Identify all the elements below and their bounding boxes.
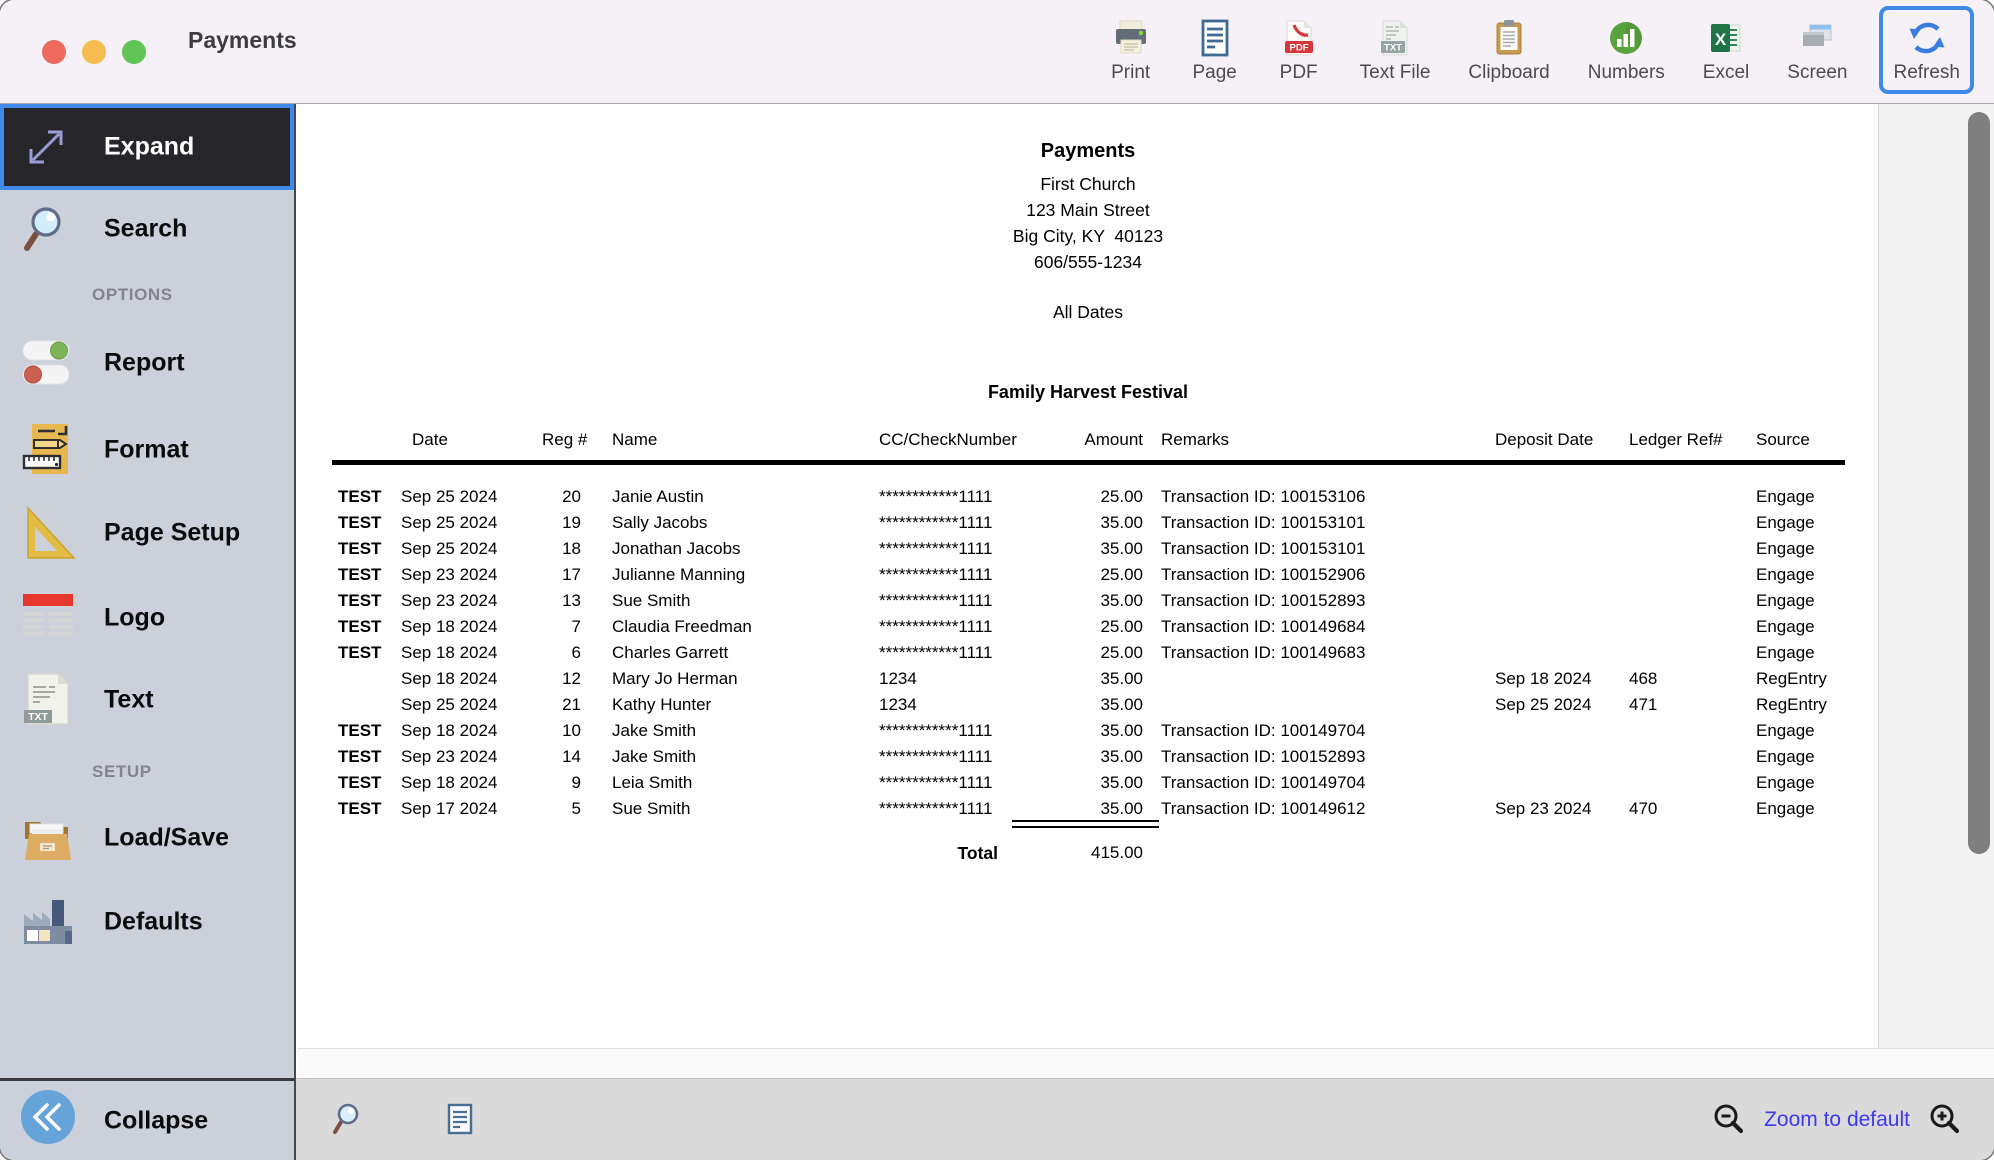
table-row [298,588,1878,614]
sidebar-search-label: Search [104,214,188,243]
cell-test: TEST [338,747,382,766]
text-file-icon [1372,16,1418,60]
zoom-controls [1710,1079,1964,1160]
folder-icon [20,810,76,866]
total-row [298,840,1878,866]
cell-source: RegEntry [1756,669,1827,688]
cell-test: TEST [338,565,382,584]
refresh-label: Refresh [1893,62,1960,83]
cell-test: TEST [338,487,382,506]
sidebar-load-save-label: Load/Save [104,823,230,852]
cell-name: Kathy Hunter [612,695,712,714]
cell-test: TEST [338,799,382,818]
total-label: Total [957,843,998,863]
cell-date: Sep 18 2024 [401,643,498,662]
cell-name: Julianne Manning [612,565,746,584]
text-file-button[interactable] [1354,6,1437,94]
cell-name: Mary Jo Herman [612,669,738,688]
cell-source: Engage [1756,565,1815,584]
cell-name: Leia Smith [612,773,693,792]
cell-name: Charles Garrett [612,643,729,662]
cell-cc: ************1111 [879,643,993,662]
report-date-range: All Dates [1052,302,1124,322]
col-name: Name [612,430,658,449]
expand-icon [20,121,72,173]
cell-date: Sep 25 2024 [401,539,498,558]
cell-amount: 25.00 [1100,565,1143,584]
col-reg: Reg # [542,430,588,449]
table-header-row [298,427,1878,453]
cell-name: Claudia Freedman [612,617,752,636]
cell-cc: ************1111 [879,539,993,558]
cell-reg: 20 [562,487,581,506]
svg-text:TXT: TXT [1384,42,1402,54]
collapse-icon [20,1089,76,1145]
cell-test: TEST [338,617,382,636]
cell-deposit_date: Sep 25 2024 [1495,695,1592,714]
cell-reg: 18 [562,539,581,558]
cell-source: Engage [1756,539,1815,558]
pdf-button[interactable] [1270,6,1328,94]
close-button[interactable] [42,40,66,64]
cell-amount: 25.00 [1100,643,1143,662]
sidebar-format-label: Format [104,435,189,464]
cell-reg: 10 [562,721,581,740]
excel-icon [1703,16,1749,60]
table-row [298,536,1878,562]
report-org: First Church [1040,174,1136,194]
cell-source: Engage [1756,591,1815,610]
cell-cc: 1234 [879,695,917,714]
sidebar-expand-label: Expand [104,132,195,161]
col-remarks: Remarks [1161,430,1230,449]
cell-reg: 7 [571,617,581,636]
screen-icon [1794,16,1840,60]
report-title: Payments [1040,140,1136,162]
cell-date: Sep 25 2024 [401,487,498,506]
print-label: Print [1111,62,1151,83]
sidebar-item-search[interactable] [0,195,294,263]
header-rule [332,460,1845,465]
cell-amount: 35.00 [1100,721,1143,740]
svg-text:X: X [1714,30,1727,49]
cell-name: Jake Smith [612,747,697,766]
table-row [298,770,1878,796]
cell-amount: 35.00 [1100,513,1143,532]
cell-date: Sep 18 2024 [401,721,498,740]
cell-reg: 12 [562,669,581,688]
table-row [298,666,1878,692]
sidebar-item-expand[interactable] [0,104,294,190]
sidebar-collapse-label: Collapse [104,1106,209,1134]
sidebar-defaults-label: Defaults [104,907,203,936]
sidebar-report-label: Report [104,348,185,377]
report-street: 123 Main Street [1026,200,1150,220]
horizontal-scroll-track[interactable] [298,1048,1994,1078]
sidebar-item-format[interactable] [0,416,294,484]
table-row [298,718,1878,744]
cell-deposit_date: Sep 18 2024 [1495,669,1592,688]
screen-button[interactable] [1781,6,1853,94]
total-amount: 415.00 [1091,843,1143,862]
cell-ledger_ref: 470 [1629,799,1658,818]
cell-ledger_ref: 468 [1629,669,1658,688]
sidebar-item-page-setup[interactable] [0,499,294,567]
sidebar-item-report[interactable] [0,329,294,397]
cell-reg: 5 [571,799,581,818]
sidebar [0,104,296,1160]
cell-name: Sue Smith [612,799,691,818]
cell-remarks: Transaction ID: 100152906 [1161,565,1366,584]
cell-date: Sep 18 2024 [401,617,498,636]
cell-source: Engage [1756,513,1815,532]
cell-reg: 14 [562,747,581,766]
cell-amount: 35.00 [1100,799,1143,818]
report-page [298,104,1878,1048]
cell-remarks: Transaction ID: 100152893 [1161,747,1366,766]
txt-file-icon [20,672,76,728]
cell-test: TEST [338,591,382,610]
vertical-scrollbar[interactable] [1968,112,1990,854]
table-row [298,692,1878,718]
cell-source: Engage [1756,487,1815,506]
factory-icon [20,894,76,950]
cell-cc: ************1111 [879,799,993,818]
cell-amount: 35.00 [1100,669,1143,688]
cell-ledger_ref: 471 [1629,695,1658,714]
col-cc-checknumber: CC/CheckNumber [879,430,1017,449]
col-deposit-date: Deposit Date [1495,430,1594,449]
pdf-icon [1276,16,1322,60]
minimize-button[interactable] [82,40,106,64]
cell-amount: 35.00 [1100,695,1143,714]
cell-name: Sally Jacobs [612,513,708,532]
cell-amount: 35.00 [1100,747,1143,766]
sidebar-item-text[interactable] [0,666,294,734]
printer-icon [1108,16,1154,60]
table-row [298,484,1878,510]
cell-source: Engage [1756,617,1815,636]
table-row [298,614,1878,640]
numbers-icon [1603,16,1649,60]
sidebar-item-load-save[interactable] [0,804,294,872]
refresh-icon [1904,16,1950,60]
sidebar-section-options: OPTIONS [92,285,173,304]
cell-date: Sep 23 2024 [401,565,498,584]
svg-text:TXT: TXT [28,711,48,723]
cell-source: Engage [1756,773,1815,792]
cell-deposit_date: Sep 23 2024 [1495,799,1592,818]
sidebar-item-defaults[interactable] [0,888,294,956]
total-rule [1012,820,1159,828]
cell-source: Engage [1756,721,1815,740]
cell-amount: 25.00 [1100,617,1143,636]
cell-remarks: Transaction ID: 100149704 [1161,773,1366,792]
report-section-title: Family Harvest Festival [987,382,1189,402]
cell-amount: 35.00 [1100,539,1143,558]
cell-name: Jonathan Jacobs [612,539,741,558]
pdf-label: PDF [1279,62,1318,83]
col-amount: Amount [1084,430,1143,449]
page-view-icon[interactable] [442,1102,478,1138]
cell-test: TEST [338,513,382,532]
table-row [298,640,1878,666]
col-date: Date [412,430,448,449]
table-row [298,510,1878,536]
cell-remarks: Transaction ID: 100149684 [1161,617,1366,636]
table-row [298,796,1878,822]
toolbar [1102,6,1974,94]
cell-cc: ************1111 [879,773,993,792]
cell-source: RegEntry [1756,695,1827,714]
cell-date: Sep 17 2024 [401,799,498,818]
table-row [298,562,1878,588]
numbers-button[interactable] [1582,6,1671,94]
excel-button[interactable] [1697,6,1755,94]
sidebar-page-setup-label: Page Setup [104,518,241,547]
cell-reg: 17 [562,565,581,584]
zoom-window-button[interactable] [122,40,146,64]
cell-date: Sep 18 2024 [401,669,498,688]
svg-text:PDF: PDF [1289,42,1309,54]
cell-reg: 13 [562,591,581,610]
cell-cc: ************1111 [879,565,993,584]
cell-reg: 21 [562,695,581,714]
col-source: Source [1756,430,1810,449]
clipboard-icon [1486,16,1532,60]
cell-cc: ************1111 [879,721,993,740]
cell-date: Sep 25 2024 [401,695,498,714]
scroll-gutter [1878,104,1994,1048]
cell-date: Sep 25 2024 [401,513,498,532]
sidebar-item-logo[interactable] [0,584,294,652]
logo-placeholder-icon [20,590,76,646]
excel-label: Excel [1702,62,1750,83]
cell-cc: 1234 [879,669,917,688]
cell-cc: ************1111 [879,591,993,610]
page-button[interactable] [1186,6,1244,94]
cell-test: TEST [338,773,382,792]
zoom-in-icon[interactable] [1926,1101,1964,1139]
window-title: Payments [188,27,297,53]
toggles-icon [20,335,76,391]
table-row [298,744,1878,770]
page-label: Page [1192,62,1237,83]
cell-source: Engage [1756,799,1815,818]
magnifier-tool-icon[interactable] [330,1100,370,1140]
clipboard-button[interactable] [1462,6,1555,94]
cell-remarks: Transaction ID: 100153106 [1161,487,1366,506]
cell-cc: ************1111 [879,617,993,636]
cell-cc: ************1111 [879,487,993,506]
numbers-label: Numbers [1587,62,1665,83]
cell-reg: 6 [571,643,581,662]
cell-name: Sue Smith [612,591,691,610]
sidebar-item-collapse[interactable] [0,1078,294,1160]
set-square-icon [20,505,76,561]
cell-test: TEST [338,539,382,558]
zoom-to-default-link[interactable]: Zoom to default [1764,1107,1910,1131]
sidebar-section-setup: SETUP [92,762,152,781]
titlebar [0,0,1994,104]
report-city: Big City, KY 40123 [1012,226,1164,246]
cell-remarks: Transaction ID: 100149683 [1161,643,1366,662]
cell-remarks: Transaction ID: 100153101 [1161,513,1366,532]
cell-remarks: Transaction ID: 100149612 [1161,799,1366,818]
cell-date: Sep 23 2024 [401,747,498,766]
search-icon [20,201,76,257]
cell-source: Engage [1756,747,1815,766]
cell-source: Engage [1756,643,1815,662]
text-file-label: Text File [1359,62,1431,83]
cell-name: Janie Austin [612,487,704,506]
cell-remarks: Transaction ID: 100152893 [1161,591,1366,610]
screen-label: Screen [1787,62,1848,83]
zoom-out-icon[interactable] [1710,1101,1748,1139]
cell-reg: 9 [571,773,581,792]
cell-amount: 35.00 [1100,591,1143,610]
cell-date: Sep 18 2024 [401,773,498,792]
cell-amount: 25.00 [1100,487,1143,506]
refresh-button[interactable] [1879,6,1974,94]
status-bar [296,1078,1994,1160]
print-button[interactable] [1102,6,1160,94]
page-icon [1192,16,1238,60]
cell-reg: 19 [562,513,581,532]
sidebar-text-label: Text [104,685,154,714]
col-ledger-ref: Ledger Ref# [1629,430,1723,449]
cell-cc: ************1111 [879,513,993,532]
cell-date: Sep 23 2024 [401,591,498,610]
cell-remarks: Transaction ID: 100153101 [1161,539,1366,558]
cell-test: TEST [338,721,382,740]
sidebar-logo-label: Logo [104,603,166,632]
cell-remarks: Transaction ID: 100149704 [1161,721,1366,740]
report-phone: 606/555-1234 [1033,252,1143,272]
cell-amount: 35.00 [1100,773,1143,792]
cell-cc: ************1111 [879,747,993,766]
format-icon [20,422,76,478]
cell-test: TEST [338,643,382,662]
cell-name: Jake Smith [612,721,697,740]
clipboard-label: Clipboard [1468,62,1550,83]
